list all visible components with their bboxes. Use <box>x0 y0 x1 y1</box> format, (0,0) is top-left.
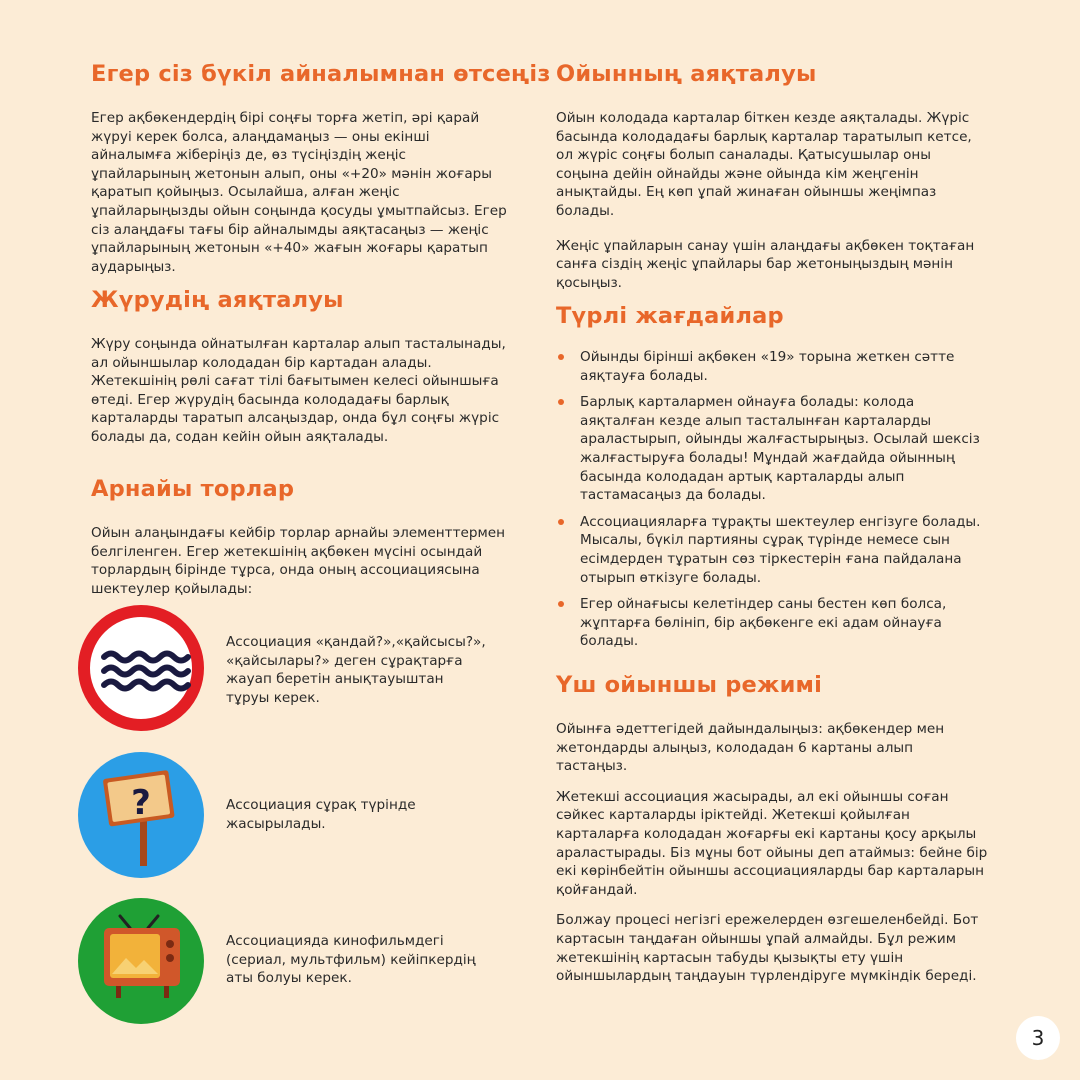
special-cell-question <box>78 752 498 878</box>
section-title: Ойынның аяқталуы <box>556 61 817 87</box>
section-various-cases <box>556 303 986 659</box>
section-title: Түрлі жағдайлар <box>556 303 784 329</box>
page-number: 3 <box>1016 1016 1060 1060</box>
section-text: Ойынға әдеттегідей дайындалыңыз: ақбөкендер мен жетондарды алыңыз, колодадан 6 картаны алып тастаңыз. <box>556 721 945 775</box>
special-cell-text: Ассоциация «қандай?»,«қайсысы?», «қайсылары?» деген сұрақтарға жауап беретін анықтауыштан тұруы керек. <box>226 634 486 706</box>
section-title: Үш ойыншы режимі <box>556 672 823 698</box>
section-three-player-mode <box>556 672 986 986</box>
list-item: Егер ойнағысы келетіндер саны бестен көп болса, жұптарға бөлініп, бір ақбөкенге екі адам ойнауға болады. <box>556 595 988 651</box>
cases-list <box>556 348 988 651</box>
section-game-end <box>556 61 986 292</box>
special-cell-waves <box>78 605 498 731</box>
section-special-cells <box>91 476 515 598</box>
svg-text:?: ? <box>131 783 151 823</box>
section-title: Арнайы торлар <box>91 476 295 502</box>
section-text: Ойын колодада карталар біткен кезде аяқталады. Жүріс басында колодадағы барлық карталар таратылып кетсе, ол жүріс соңғы болып саналады. Қатысушылар оны соңына дейін ойнайды және ойында кім жеңгенін анықтайды. Ең көп ұпай жинаған ойыншы жеңімпаз болады. <box>556 110 972 219</box>
section-text: Егер ақбөкендердің бірі соңғы торға жетіп, әрі қарай жүруі керек болса, алаңдамаңыз — оны екінші айналымға жіберіңіз де, өз түсіңіздің жеңіс ұпайларының жетонын алып, оны «+20» мәнін жоғары қаратып қойыңыз. Осылайша, алған жеңіс ұпайларыңызды ойын соңында қосуды ұмытпайсыз. Егер сіз алаңдағы тағы бір айналымды аяқтасаңыз — жеңіс ұпайларының жетонын «+40» жағын жоғары қаратып аударыңыз. <box>91 110 507 275</box>
section-text: Болжау процесі негізгі ережелерден өзгешеленбейді. Бот картасын таңдаған ойыншы ұпай алмайды. Бұл режим жетекшінің картасын табуды қызықты ету үшін ойыншылардың таңдауын түрлендіруге мүмкіндік береді. <box>556 912 979 985</box>
section-text: Ойын алаңындағы кейбір торлар арнайы элементтермен белгіленген. Егер жетекшінің ақбөкен мүсіні осындай торлардың бірінде тұрса, онда оның ассоциациясына шектеулер қойылады: <box>91 525 506 597</box>
special-cell-text: Ассоциация сұрақ түрінде жасырылады. <box>226 797 416 832</box>
special-cell-tv <box>78 898 498 1024</box>
section-text: Жеңіс ұпайларын санау үшін алаңдағы ақбөкен тоқтаған санға сіздің жеңіс ұпайлары бар жетоныңыздың мәнін қосыңыз. <box>556 237 975 291</box>
section-title: Егер сіз бүкіл айналымнан өтсеңіз <box>91 61 551 87</box>
section-full-lap <box>91 61 551 276</box>
section-text: Жүру соңында ойнатылған карталар алып тасталынады, ал ойыншылар колодадан бір картадан алады. Жетекшінің рөлі сағат тілі бағытымен келесі ойыншыға өтеді. Егер жүрудің басында колодадағы барлық карталарды таратып алсаңыздар, онда бұл соңғы жүріс болады да, содан кейін ойын аяқталады. <box>91 336 506 445</box>
section-title: Жүрудің аяқталуы <box>91 287 344 313</box>
section-end-of-turn <box>91 287 515 447</box>
waves-sign-icon <box>78 605 204 731</box>
special-cell-text: Ассоциацияда кинофильмдегі (сериал, мультфильм) кейіпкердің аты болуы керек. <box>226 933 476 987</box>
question-sign-icon <box>78 752 204 878</box>
tv-icon <box>78 898 204 1024</box>
list-item: Барлық карталармен ойнауға болады: колода аяқталған кезде алып тасталынған карталарды араластырып, ойынды жалғастырыңыз. Осылай шексіз жалғастыруға болады! Мұндай жағдайда ойынның басында колодадан артық карталарды алып тастамасаңыз да болады. <box>556 393 988 505</box>
section-text: Жетекші ассоциация жасырады, ал екі ойыншы соған сәйкес карталарды іріктейді. Жетекші қойылған карталарға колодадан жоғарғы екі картаны қосу арқылы араластырады. Біз мұны бот ойыны деп атаймыз: бейне бір екі көрінбейтін ойыншы ассоциацияларды бар карталарын қойғандай. <box>556 788 988 898</box>
list-item: Ассоциацияларға тұрақты шектеулер енгізуге болады. Мысалы, бүкіл партияны сұрақ түрінде немесе сын есімдерден тұратын сөз тіркестерін ғана пайдалана отырып өткізуге болады. <box>556 513 988 587</box>
list-item: Ойынды бірінші ақбөкен «19» торына жеткен сәтте аяқтауға болады. <box>556 348 988 385</box>
